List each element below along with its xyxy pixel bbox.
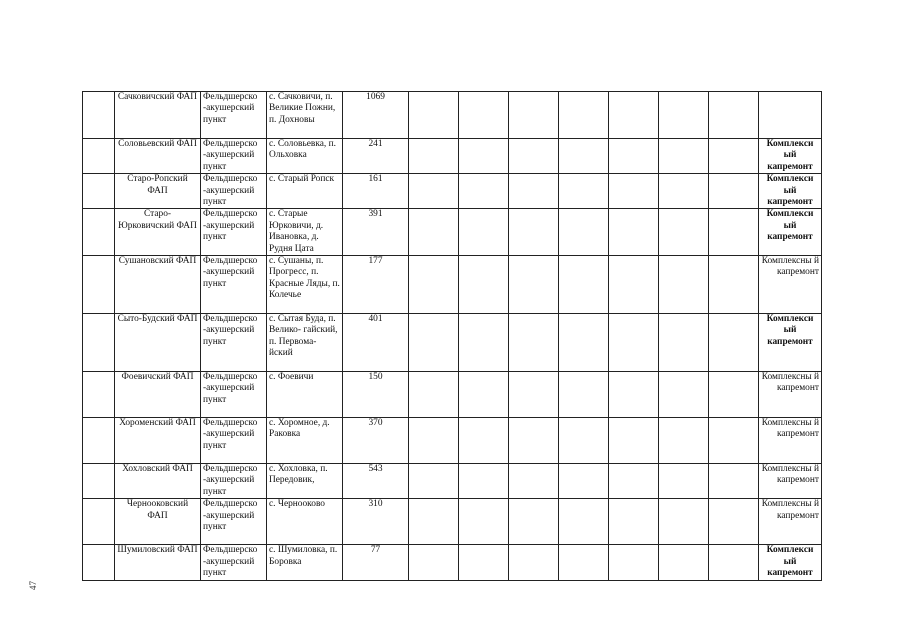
settlements-cell: с. Сытая Буда, п. Велико- гайский, п. Первома- йский [267,314,343,372]
facility-name-cell: Шумиловский ФАП [115,545,201,580]
empty-cell [509,372,559,418]
empty-cell [559,209,609,256]
empty-cell [459,174,509,209]
empty-cell [709,139,759,174]
facility-name-cell: Сачковичский ФАП [115,92,201,139]
settlements-cell: с. Шумиловка, п. Боровка [267,545,343,580]
empty-cell [559,464,609,499]
table-row [83,418,822,464]
table-row [83,499,822,545]
population-cell: 370 [343,418,409,464]
facility-type-cell: Фельдшерско -акушерский пункт [201,545,267,580]
empty-cell [509,209,559,256]
empty-cell [509,174,559,209]
index-cell [83,256,115,314]
empty-cell [659,464,709,499]
remark-cell: Комплекси ый капремонт [759,545,822,580]
population-cell: 1069 [343,92,409,139]
remark-cell: Комплекси ый капремонт [759,314,822,372]
facility-name-cell: Старо- Юрковичский ФАП [115,209,201,256]
empty-cell [609,372,659,418]
empty-cell [409,545,459,580]
index-cell [83,174,115,209]
empty-cell [509,314,559,372]
empty-cell [509,499,559,545]
empty-cell [509,464,559,499]
index-cell [83,464,115,499]
empty-cell [459,545,509,580]
population-cell: 391 [343,209,409,256]
facility-name-cell: Чернооковский ФАП [115,499,201,545]
empty-cell [609,314,659,372]
table-row [83,209,822,256]
empty-cell [609,256,659,314]
settlements-cell: с. Чернооково [267,499,343,545]
table-row [83,545,822,580]
empty-cell [659,418,709,464]
empty-cell [709,499,759,545]
empty-cell [559,256,609,314]
population-cell: 401 [343,314,409,372]
empty-cell [409,314,459,372]
population-cell: 77 [343,545,409,580]
empty-cell [409,139,459,174]
empty-cell [659,92,709,139]
table-row [83,139,822,174]
facility-name-cell: Хохловский ФАП [115,464,201,499]
empty-cell [559,499,609,545]
empty-cell [709,464,759,499]
settlements-cell: с. Соловьевка, п. Ольховка [267,139,343,174]
facility-table [82,91,822,581]
empty-cell [659,545,709,580]
facility-name-cell: Хороменский ФАП [115,418,201,464]
empty-cell [659,209,709,256]
settlements-cell: с. Сушаны, п. Прогресс, п. Красные Ляды, п. Колечье [267,256,343,314]
table-row [83,92,822,139]
remark-cell: Комплексны й капремонт [759,499,822,545]
empty-cell [409,256,459,314]
population-cell: 161 [343,174,409,209]
facility-type-cell: Фельдшерско -акушерский пункт [201,464,267,499]
empty-cell [709,314,759,372]
empty-cell [509,139,559,174]
index-cell [83,499,115,545]
index-cell [83,139,115,174]
settlements-cell: с. Хохловка, п. Передовик, [267,464,343,499]
facility-name-cell: Сушановский ФАП [115,256,201,314]
empty-cell [459,372,509,418]
empty-cell [459,464,509,499]
empty-cell [709,209,759,256]
settlements-cell: с. Старые Юрковичи, д. Ивановка, д. Рудня Цата [267,209,343,256]
page-side-marker: 47 [28,581,38,590]
empty-cell [709,92,759,139]
remark-cell: Комплексны й капремонт [759,256,822,314]
empty-cell [409,372,459,418]
remark-cell: Комплексны й капремонт [759,464,822,499]
facility-type-cell: Фельдшерско -акушерский пункт [201,372,267,418]
empty-cell [659,314,709,372]
facility-type-cell: Фельдшерско -акушерский пункт [201,499,267,545]
empty-cell [609,139,659,174]
settlements-cell: с. Хоромное, д. Раковка [267,418,343,464]
empty-cell [509,545,559,580]
facility-type-cell: Фельдшерско -акушерский пункт [201,139,267,174]
index-cell [83,372,115,418]
empty-cell [559,314,609,372]
table-row [83,464,822,499]
population-cell: 150 [343,372,409,418]
empty-cell [459,499,509,545]
empty-cell [559,418,609,464]
table-row [83,256,822,314]
empty-cell [509,256,559,314]
empty-cell [609,464,659,499]
empty-cell [559,174,609,209]
remark-cell: Комплекси ый капремонт [759,174,822,209]
facility-name-cell: Фоевичский ФАП [115,372,201,418]
empty-cell [509,418,559,464]
empty-cell [709,545,759,580]
empty-cell [409,174,459,209]
population-cell: 543 [343,464,409,499]
facility-name-cell: Сыто-Будский ФАП [115,314,201,372]
remark-cell: Комплексны й капремонт [759,418,822,464]
empty-cell [559,545,609,580]
empty-cell [609,209,659,256]
empty-cell [609,418,659,464]
empty-cell [409,499,459,545]
empty-cell [559,372,609,418]
remark-cell [759,92,822,139]
empty-cell [659,372,709,418]
remark-cell: Комплекси ый капремонт [759,209,822,256]
empty-cell [459,92,509,139]
facility-type-cell: Фельдшерско -акушерский пункт [201,92,267,139]
empty-cell [609,92,659,139]
empty-cell [409,418,459,464]
empty-cell [659,499,709,545]
settlements-cell: с. Фоевичи [267,372,343,418]
empty-cell [609,174,659,209]
table-row [83,372,822,418]
empty-cell [659,256,709,314]
empty-cell [509,92,559,139]
index-cell [83,209,115,256]
empty-cell [609,545,659,580]
index-cell [83,418,115,464]
empty-cell [659,139,709,174]
settlements-cell: с. Старый Ропск [267,174,343,209]
population-cell: 310 [343,499,409,545]
empty-cell [459,256,509,314]
remark-cell: Комплексны й капремонт [759,372,822,418]
population-cell: 177 [343,256,409,314]
facility-type-cell: Фельдшерско -акушерский пункт [201,256,267,314]
facility-name-cell: Соловьевский ФАП [115,139,201,174]
empty-cell [459,209,509,256]
empty-cell [459,139,509,174]
index-cell [83,545,115,580]
facility-name-cell: Старо-Ропский ФАП [115,174,201,209]
empty-cell [709,418,759,464]
empty-cell [709,174,759,209]
facility-type-cell: Фельдшерско -акушерский пункт [201,314,267,372]
empty-cell [459,314,509,372]
empty-cell [409,464,459,499]
empty-cell [409,92,459,139]
empty-cell [409,209,459,256]
empty-cell [659,174,709,209]
facility-type-cell: Фельдшерско -акушерский пункт [201,418,267,464]
table-row [83,174,822,209]
remark-cell: Комплекси ый капремонт [759,139,822,174]
population-cell: 241 [343,139,409,174]
empty-cell [559,139,609,174]
empty-cell [709,256,759,314]
index-cell [83,314,115,372]
settlements-cell: с. Сачковичи, п. Великие Пожни, п. Дохновы [267,92,343,139]
table-row [83,314,822,372]
facility-type-cell: Фельдшерско -акушерский пункт [201,209,267,256]
empty-cell [609,499,659,545]
empty-cell [459,418,509,464]
facility-type-cell: Фельдшерско -акушерский пункт [201,174,267,209]
index-cell [83,92,115,139]
empty-cell [559,92,609,139]
empty-cell [709,372,759,418]
